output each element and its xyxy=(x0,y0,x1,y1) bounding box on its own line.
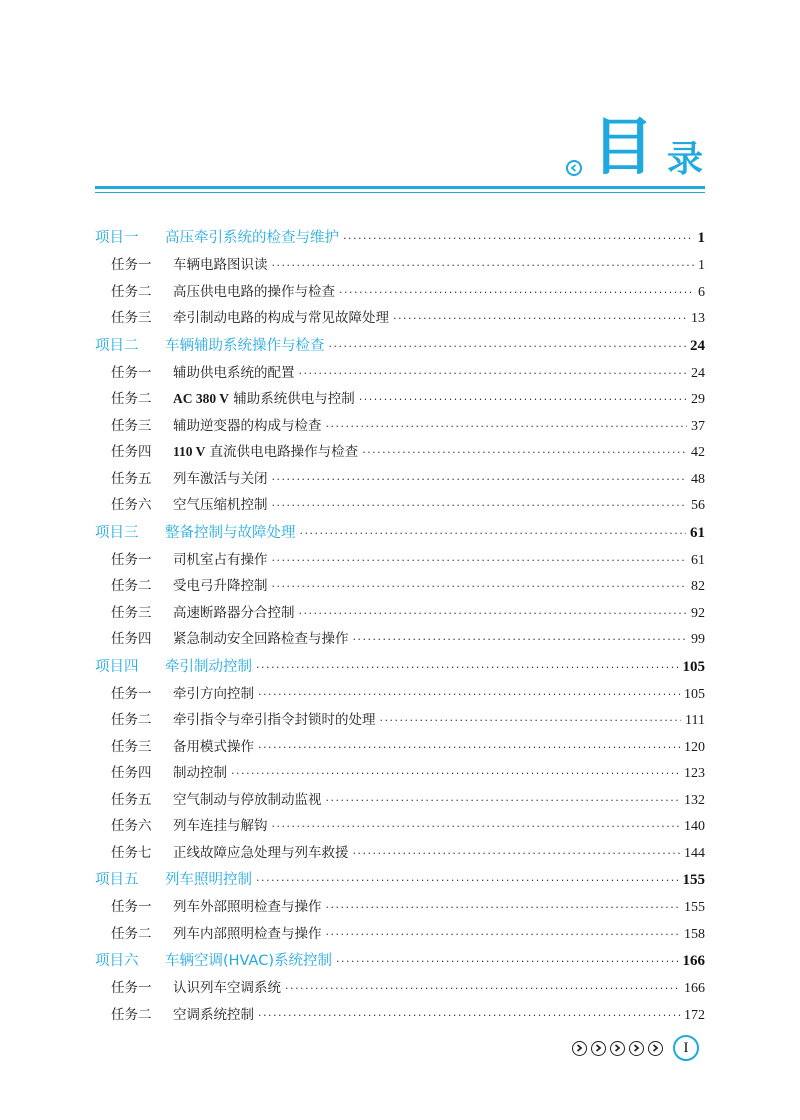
toc-page-number: 144 xyxy=(684,845,705,861)
toc-leader-dots xyxy=(343,225,694,252)
toc-entry-title-text: 备用模式操作 xyxy=(173,738,254,755)
toc-page-number: 56 xyxy=(691,498,705,513)
toc-entry-title xyxy=(95,224,339,252)
toc-entry-title-prefix: 110 V xyxy=(173,444,206,459)
toc-page-number: 155 xyxy=(682,872,705,888)
toc-entry-title-text: 直流供电电路操作与检查 xyxy=(205,444,359,460)
toc-entry-title xyxy=(111,547,268,574)
toc-entry-number: 任务四 xyxy=(111,765,152,781)
toc-entry-title-text: 辅助逆变器的构成与检查 xyxy=(173,417,322,434)
toc-entry-number: 项目四 xyxy=(95,658,139,675)
toc-page-number: 42 xyxy=(691,445,705,460)
toc-project-row[interactable] xyxy=(95,866,705,894)
toc-entry-number: 任务一 xyxy=(111,899,152,915)
toc-leader-dots xyxy=(258,735,680,761)
toc-entry-title xyxy=(111,360,295,387)
toc-entry-title xyxy=(111,439,358,466)
toc-entry-number: 任务六 xyxy=(111,818,152,834)
toc-entry-title-text: 紧急制动安全回路检查与操作 xyxy=(173,631,349,647)
toc-entry-title-text: 高速断路器分合控制 xyxy=(173,604,295,621)
header xyxy=(0,0,800,200)
toc-entry-title xyxy=(111,840,349,867)
toc-entry-number: 任务二 xyxy=(111,712,152,728)
toc-leader-dots xyxy=(353,627,688,653)
chevron-right-circle-icon xyxy=(591,1041,606,1056)
toc-entry-number: 任务三 xyxy=(111,604,152,621)
page-number: I xyxy=(673,1035,699,1061)
toc-task-row[interactable] xyxy=(95,600,705,627)
toc-project-row[interactable] xyxy=(95,653,705,681)
toc-entry-title-text: 车辆辅助系统操作与检查 xyxy=(165,337,325,354)
toc-page-number: 29 xyxy=(691,392,705,407)
toc-entry-title-text: 列车外部照明检查与操作 xyxy=(173,899,322,915)
toc-entry-number: 任务二 xyxy=(111,1006,152,1023)
toc-leader-dots xyxy=(329,333,687,360)
header-rule-thick xyxy=(95,186,705,189)
toc-entry-title xyxy=(111,626,349,653)
toc-leader-dots xyxy=(256,867,679,894)
toc-page-number: 120 xyxy=(684,739,705,755)
toc-leader-dots xyxy=(362,440,687,466)
toc-leader-dots xyxy=(359,387,687,413)
page-title-main: 目 xyxy=(592,110,655,183)
toc-page-number: 37 xyxy=(691,418,705,434)
toc-entry-number: 任务三 xyxy=(111,417,152,434)
toc-entry-title-text: 空气制动与停放制动监视 xyxy=(173,791,322,808)
toc-page-number: 172 xyxy=(684,1007,705,1023)
toc-entry-title-text: 高压牵引系统的检查与维护 xyxy=(165,230,339,246)
toc-entry-title xyxy=(111,573,268,600)
toc-entry-title xyxy=(111,600,295,627)
toc-page-number: 92 xyxy=(691,605,705,621)
toc-entry-title-text: 高压供电电路的操作与检查 xyxy=(173,283,335,300)
toc-entry-title xyxy=(111,413,322,440)
toc-leader-dots xyxy=(272,548,688,574)
toc-task-row[interactable] xyxy=(95,547,705,574)
toc-page-number: 158 xyxy=(684,926,705,942)
toc-entry-title-text: 列车内部照明检查与操作 xyxy=(173,925,322,942)
toc-leader-dots xyxy=(272,814,681,840)
toc-task-row[interactable] xyxy=(95,252,705,279)
toc-task-row[interactable] xyxy=(95,360,705,387)
toc-entry-number: 任务二 xyxy=(111,391,152,407)
toc-page-number: 99 xyxy=(691,632,705,647)
toc-task-row[interactable] xyxy=(95,840,705,867)
toc-entry-number: 任务二 xyxy=(111,925,152,942)
toc-entry-number: 任务二 xyxy=(111,283,152,300)
toc-entry-number: 任务七 xyxy=(111,844,152,861)
toc-entry-title-text: 司机室占有操作 xyxy=(173,551,268,568)
toc-page-number: 111 xyxy=(685,713,705,728)
toc-entry-title-text: 空气压缩机控制 xyxy=(173,497,268,513)
toc-entry-number: 任务一 xyxy=(111,980,152,996)
toc-page-number: 82 xyxy=(691,579,705,594)
toc-leader-dots xyxy=(299,361,688,387)
toc-project-row[interactable] xyxy=(95,332,705,360)
toc-project-row[interactable] xyxy=(95,224,705,252)
toc-entry-title xyxy=(111,386,355,413)
toc-entry-number: 任务五 xyxy=(111,470,152,487)
toc-leader-dots xyxy=(272,574,688,600)
toc-entry-number: 任务一 xyxy=(111,551,152,568)
toc-entry-title-text: 牵引制动控制 xyxy=(165,658,252,675)
toc-entry-title-text: 正线故障应急处理与列车救援 xyxy=(173,844,349,861)
toc-page-number: 105 xyxy=(682,658,705,675)
toc-entry-number: 任务四 xyxy=(111,444,152,460)
toc-page-number: 6 xyxy=(698,284,705,300)
toc-entry-title xyxy=(95,519,296,547)
toc-entry-title xyxy=(111,707,376,734)
toc-leader-dots xyxy=(339,280,694,306)
toc-page-number: 48 xyxy=(691,471,705,487)
toc-entry-number: 项目三 xyxy=(95,524,139,541)
toc-task-row[interactable] xyxy=(95,305,705,332)
toc-leader-dots xyxy=(300,520,687,547)
toc-entry-title xyxy=(111,252,268,279)
toc-task-row[interactable] xyxy=(95,413,705,440)
toc-entry-title-text: 辅助供电系统的配置 xyxy=(173,364,295,381)
toc-leader-dots xyxy=(326,788,681,814)
toc-leader-dots xyxy=(258,1003,680,1029)
toc-task-row[interactable] xyxy=(95,734,705,761)
toc-entry-title-text: 牵引指令与牵引指令封锁时的处理 xyxy=(173,712,376,728)
toc-page-number: 61 xyxy=(691,552,705,568)
toc-leader-dots xyxy=(353,841,681,867)
toc-leader-dots xyxy=(258,682,680,708)
toc-page-number: 1 xyxy=(697,230,705,246)
toc-page-number: 166 xyxy=(682,953,705,969)
toc-entry-title xyxy=(111,734,254,761)
toc-page-number: 13 xyxy=(691,311,705,326)
toc-leader-dots xyxy=(256,654,679,681)
toc-entry-title xyxy=(111,813,268,840)
toc-task-row[interactable] xyxy=(95,921,705,948)
chevron-right-circle-icon xyxy=(572,1041,587,1056)
toc-entry-title-text: 制动控制 xyxy=(173,765,227,781)
toc-project-row[interactable] xyxy=(95,947,705,975)
toc-entry-title xyxy=(111,787,322,814)
toc-entry-title-text: 牵引制动电路的构成与常见故障处理 xyxy=(173,310,389,326)
toc-entry-number: 任务三 xyxy=(111,738,152,755)
toc-page-number: 123 xyxy=(684,766,705,781)
toc-page-number: 105 xyxy=(684,686,705,702)
toc-entry-title-text: 受电弓升降控制 xyxy=(173,578,268,594)
page-title-secondary: 录 xyxy=(667,139,704,180)
toc-leader-dots xyxy=(299,601,688,627)
toc-entry-title-text: 列车激活与关闭 xyxy=(173,470,268,487)
toc-entry-number: 项目一 xyxy=(95,230,139,246)
toc-leader-dots xyxy=(272,467,688,493)
toc-entry-title xyxy=(95,653,252,681)
toc-leader-dots xyxy=(285,976,680,1002)
toc-entry-number: 项目二 xyxy=(95,337,139,354)
toc-entry-number: 任务一 xyxy=(111,364,152,381)
toc-leader-dots xyxy=(326,922,681,948)
toc-entry-title xyxy=(111,305,389,332)
toc-entry-title xyxy=(111,921,322,948)
toc-entry-title-text: 认识列车空调系统 xyxy=(173,980,281,996)
toc-entry-number: 任务五 xyxy=(111,791,152,808)
toc-page-number: 155 xyxy=(684,900,705,915)
toc-task-row[interactable] xyxy=(95,975,705,1002)
toc-leader-dots xyxy=(393,306,687,332)
toc-task-row[interactable] xyxy=(95,760,705,787)
toc-entry-number: 任务一 xyxy=(111,685,152,702)
toc-entry-title xyxy=(111,279,335,306)
chevron-right-circle-icon xyxy=(629,1041,644,1056)
toc-task-row[interactable] xyxy=(95,813,705,840)
toc-entry-title-prefix: AC 380 V xyxy=(173,391,230,406)
toc-entry-title xyxy=(111,1002,254,1029)
toc-entry-title xyxy=(95,332,325,360)
header-rule-thin xyxy=(95,192,705,193)
toc-entry-number: 项目五 xyxy=(95,872,139,888)
toc-page-number: 132 xyxy=(684,792,705,808)
toc-entry-number: 任务三 xyxy=(111,310,152,326)
toc-leader-dots xyxy=(380,708,682,734)
toc-entry-number: 任务六 xyxy=(111,497,152,513)
toc-task-row[interactable] xyxy=(95,386,705,413)
chevron-right-circle-icon xyxy=(610,1041,625,1056)
toc-entry-title-text: 车辆电路图识读 xyxy=(173,257,268,273)
toc-entry-title-text: 列车照明控制 xyxy=(165,872,252,888)
toc-entry-title-text: 整备控制与故障处理 xyxy=(165,524,296,541)
toc-entry-number: 任务二 xyxy=(111,578,152,594)
toc-task-row[interactable] xyxy=(95,894,705,921)
toc-page-number: 1 xyxy=(698,258,705,273)
toc-task-row[interactable] xyxy=(95,707,705,734)
toc-task-row[interactable] xyxy=(95,787,705,814)
toc-entry-title xyxy=(111,466,268,493)
toc-entry-title-text: 空调系统控制 xyxy=(173,1006,254,1023)
toc-entry-number: 项目六 xyxy=(95,953,139,969)
toc-entry-title xyxy=(111,975,281,1002)
toc-entry-number: 任务四 xyxy=(111,631,152,647)
chevron-left-circle-icon xyxy=(566,160,582,176)
toc-page-number: 24 xyxy=(691,365,705,381)
toc-entry-title xyxy=(111,681,254,708)
toc-leader-dots xyxy=(272,253,695,279)
toc-entry-title xyxy=(95,947,332,975)
toc-leader-dots xyxy=(272,493,688,519)
toc-page-number: 61 xyxy=(690,524,705,541)
toc-task-row[interactable] xyxy=(95,1002,705,1029)
toc-task-row[interactable] xyxy=(95,466,705,493)
footer xyxy=(572,1035,699,1061)
toc-task-row[interactable] xyxy=(95,626,705,653)
toc-page-number: 140 xyxy=(684,819,705,834)
toc-project-row[interactable] xyxy=(95,519,705,547)
toc-entry-number: 任务一 xyxy=(111,257,152,273)
toc-entry-title-text: 列车连挂与解钩 xyxy=(173,818,268,834)
toc-page-number: 24 xyxy=(690,337,705,354)
toc-leader-dots xyxy=(326,414,688,440)
toc-task-row[interactable] xyxy=(95,279,705,306)
toc-entry-title xyxy=(111,492,268,519)
toc-leader-dots xyxy=(336,948,679,975)
toc-task-row[interactable] xyxy=(95,681,705,708)
toc-entry-title-text: 车辆空调(HVAC)系统控制 xyxy=(165,953,332,969)
toc-leader-dots xyxy=(231,761,680,787)
toc-entry-title xyxy=(95,866,252,894)
toc-entry-title xyxy=(111,894,322,921)
toc-task-row[interactable] xyxy=(95,573,705,600)
table-of-contents xyxy=(95,224,705,1028)
toc-entry-title-text: 牵引方向控制 xyxy=(173,685,254,702)
toc-page-number: 166 xyxy=(684,981,705,996)
chevron-right-circle-icon xyxy=(648,1041,663,1056)
toc-task-row[interactable] xyxy=(95,492,705,519)
toc-entry-title-text: 辅助系统供电与控制 xyxy=(229,391,355,407)
toc-entry-title xyxy=(111,760,227,787)
toc-task-row[interactable] xyxy=(95,439,705,466)
toc-leader-dots xyxy=(326,895,681,921)
